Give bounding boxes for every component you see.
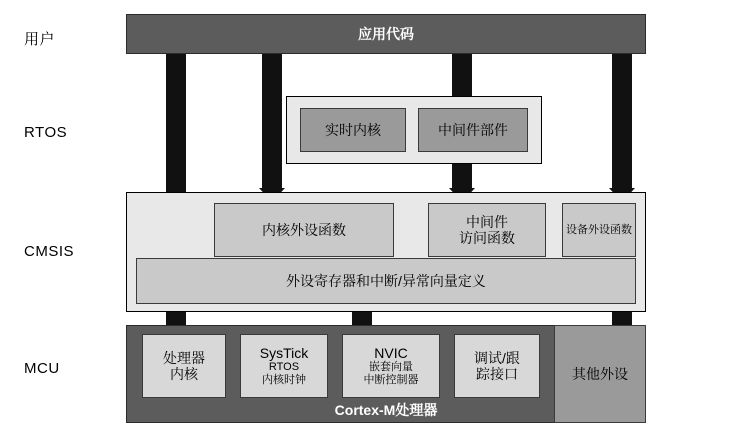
arrow-shaft-app-to-device-fn [612, 52, 632, 190]
mcu-nvic-box [342, 334, 440, 398]
app-code-label: 应用代码 [358, 25, 414, 42]
mcu-debug-trace-line1: 调试/跟 [474, 349, 520, 366]
mcu-debug-trace-line2: 踪接口 [476, 366, 518, 382]
mcu-other-peripherals-label: 其他外设 [572, 365, 628, 382]
app-code-box [126, 14, 646, 54]
mcu-nvic-line2: 中断控制器 [363, 374, 419, 387]
cmsis-kernel-peripheral-fn-label: 内核外设函数 [262, 221, 346, 238]
mcu-processor-core-box [142, 334, 226, 398]
layer-label-user: 用户 [24, 31, 56, 48]
rtos-kernel-label: 实时内核 [325, 121, 381, 138]
mcu-nvic-title: NVIC [374, 345, 408, 362]
mcu-systick-line1: RTOS [268, 361, 300, 374]
arrow-shaft-app-to-rtos-kernel [262, 52, 282, 190]
cmsis-register-defs-label: 外设寄存器和中断/异常向量定义 [286, 272, 486, 289]
cmsis-kernel-peripheral-fn-box [214, 203, 394, 257]
mcu-systick-line2: 内核时钟 [262, 374, 306, 387]
rtos-middleware-box [418, 108, 528, 152]
layer-label-cmsis: CMSIS [24, 243, 75, 260]
rtos-middleware-label: 中间件部件 [438, 121, 508, 138]
cmsis-device-peripheral-fn-box [562, 203, 636, 257]
layer-label-mcu: MCU [24, 360, 60, 377]
mcu-other-peripherals-box [554, 325, 646, 423]
cmsis-middleware-access-fn-box [428, 203, 546, 257]
mcu-footer-label: Cortex-M处理器 [334, 401, 438, 418]
rtos-kernel-box [300, 108, 406, 152]
cmsis-middleware-access-fn-line1: 中间件 [466, 213, 508, 230]
mcu-processor-core-line1: 处理器 [163, 349, 205, 366]
mcu-debug-trace-box [454, 334, 540, 398]
mcu-systick-title: SysTick [259, 345, 309, 362]
mcu-systick-box [240, 334, 328, 398]
cmsis-device-peripheral-fn-label: 设备外设函数 [566, 223, 632, 236]
cmsis-middleware-access-fn-line2: 访问函数 [459, 230, 515, 246]
mcu-processor-core-line2: 内核 [170, 366, 198, 382]
cmsis-register-defs-box [136, 258, 636, 304]
layer-label-rtos: RTOS [24, 124, 68, 141]
mcu-nvic-line1: 嵌套向量 [369, 361, 413, 374]
